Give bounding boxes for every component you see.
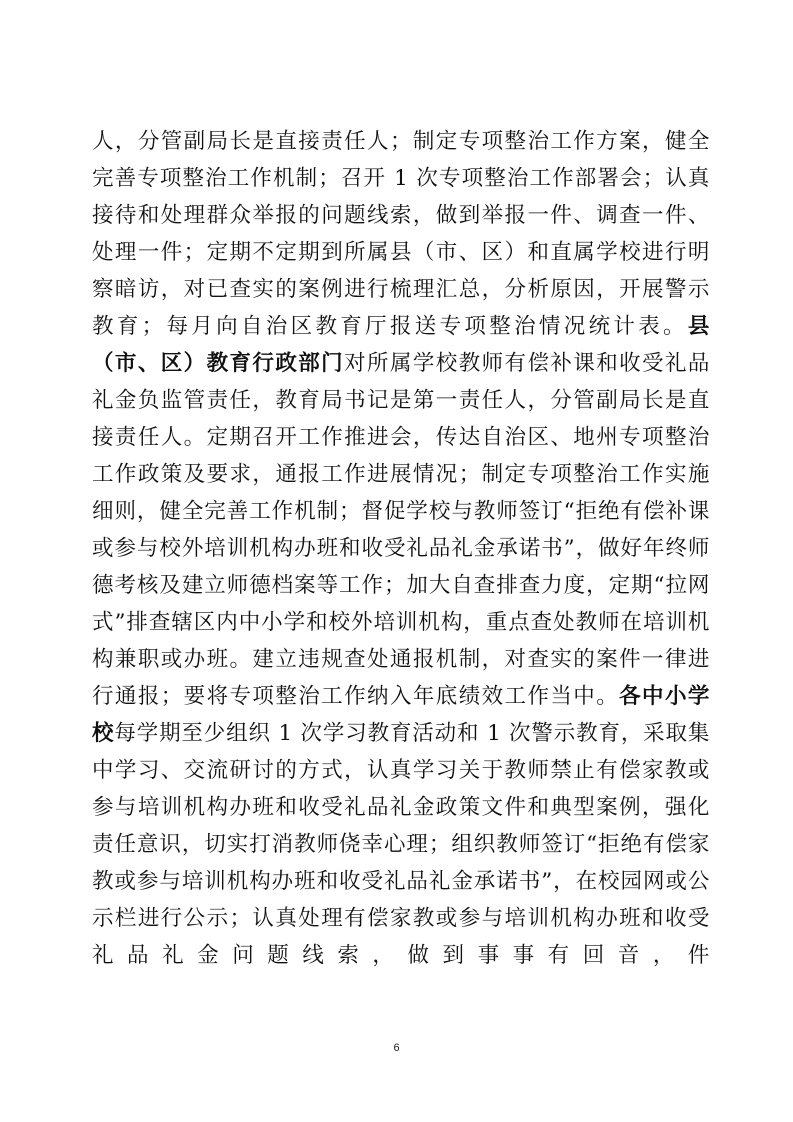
bold-heading-county-education-departments: 县（市、区）教育行政部门	[92, 314, 710, 376]
bold-heading-primary-secondary-schools: 各中小学校	[92, 684, 710, 746]
page-number: 6	[393, 1042, 400, 1054]
body-paragraph	[92, 123, 710, 974]
paragraph-text-segment: 对所属学校教师有偿补课和收受礼品礼金负监管责任，教育局书记是第一责任人，分管副局长是直接责任人。定期召开工作推进会，传达自治区、地州专项整治工作政策及要求，通报工作进展情况；制定专项整治工作实施细则，健全完善工作机制；督促学校与教师签订“拒绝有偿补课或参与校外培训机构办班和收受礼品礼金承诺书”，做好年终师德考核及建立师德档案等工作；加大自查排查力度，定期“拉网式”排查辖区内中小学和校外培训机构，重点查处教师在培训机构兼职或办班。建立违规查处通报机制，对查实的案件一律进行通报；要将专项整治工作纳入年底绩效工作当中。	[92, 351, 710, 709]
paragraph-text-segment: 每学期至少组织 1 次学习教育活动和 1 次警示教育，采取集中学习、交流研讨的方式，认真学习关于教师禁止有偿家教或参与培训机构办班和收受礼品礼金政策文件和典型案例，强化责任意识，切实打消教师侥幸心理；组织教师签订“拒绝有偿家教或参与培训机构办班和收受礼品礼金承诺书”，在校园网或公示栏进行公示；认真处理有偿家教或参与培训机构办班和收受礼品礼金问题线索，做到事事有回音，件	[92, 721, 710, 968]
paragraph-text-segment: 人，分管副局长是直接责任人；制定专项整治工作方案，健全完善专项整治工作机制；召开 1 次专项整治工作部署会；认真接待和处理群众举报的问题线索，做到举报一件、调查一件、处理一件；定期不定期到所属县（市、区）和直属学校进行明察暗访，对已查实的案例进行梳理汇总，分析原因，开展警示教育；每月向自治区教育厅报送专项整治情况统计表。	[92, 129, 710, 339]
